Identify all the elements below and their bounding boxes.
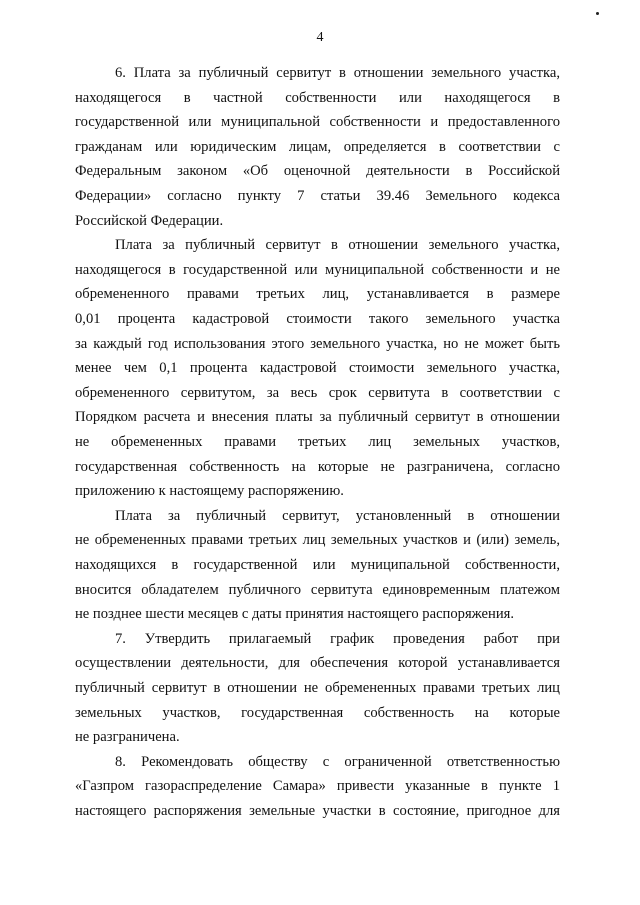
text-line: 6. Плата за публичный сервитут в отношении земельного участка, [115, 65, 560, 81]
text-line: государственная собственность на которые не разграничена, согласно [75, 458, 560, 475]
text-line: обремененного правами третьих лиц, устанавливается в размере [75, 286, 560, 303]
text-line: «Газпром газораспределение Самара» привести указанные в пункте 1 [75, 778, 560, 795]
text-line: Российской Федерации. [75, 212, 224, 229]
text-line: менее чем 0,1 процента кадастровой стоимости земельного участка, [75, 360, 560, 377]
text-line: Порядком расчета и внесения платы за публичный сервитут в отношении [75, 409, 560, 426]
page-number: 4 [316, 30, 324, 45]
text-line: Федерации» согласно пункту 7 статьи 39.46 Земельного кодекса [75, 188, 560, 204]
text-line: Федеральным законом «Об оценочной деятельности в Российской [75, 163, 560, 180]
text-line: гражданам или юридическим лицам, определяется в соответствии с [75, 138, 560, 155]
text-line: за каждый год использования этого земельного участка, но не может быть [75, 335, 560, 352]
text-line: не обремененных правами третьих лиц земельных участков и (или) земель, [75, 532, 560, 549]
text-line: приложению к настоящему распоряжению. [75, 483, 344, 500]
text-line: не обремененных правами третьих лиц земельных участков, [75, 434, 560, 450]
text-line: Плата за публичный сервитут в отношении земельного участка, [115, 237, 560, 254]
text-line: публичный сервитут в отношении не обремененных правами третьих лиц [75, 680, 560, 696]
text-line: земельных участков, государственная собственность на которые [75, 704, 560, 721]
text-line: вносится обладателем публичного сервитута единовременным платежом [75, 581, 560, 598]
text-line: Плата за публичный сервитут, установленный в отношении [115, 507, 560, 524]
scan-dot-mark [596, 12, 599, 15]
text-line: обремененного сервитутом, за весь срок сервитута в соответствии с [75, 384, 560, 401]
text-line: настоящего распоряжения земельные участки в состояние, пригодное для [75, 803, 560, 819]
text-line: осуществлении деятельности, для обеспечения которой устанавливается [75, 655, 560, 672]
text-line: не разграничена. [75, 729, 180, 746]
text-line: 0,01 процента кадастровой стоимости такого земельного участка [75, 311, 560, 327]
text-line: 7. Утвердить прилагаемый график проведения работ при [115, 630, 560, 647]
text-line: находящегося в частной собственности или находящегося в [75, 89, 560, 106]
text-line: находящихся в государственной или муниципальной собственности, [75, 557, 560, 573]
text-line: государственной или муниципальной собственности и предоставленного [75, 114, 560, 131]
text-line: находящегося в государственной или муниципальной собственности и не [75, 261, 560, 278]
text-line: 8. Рекомендовать обществу с ограниченной ответственностью [115, 753, 560, 770]
text-line: не позднее шести месяцев с даты принятия настоящего распоряжения. [75, 606, 515, 623]
